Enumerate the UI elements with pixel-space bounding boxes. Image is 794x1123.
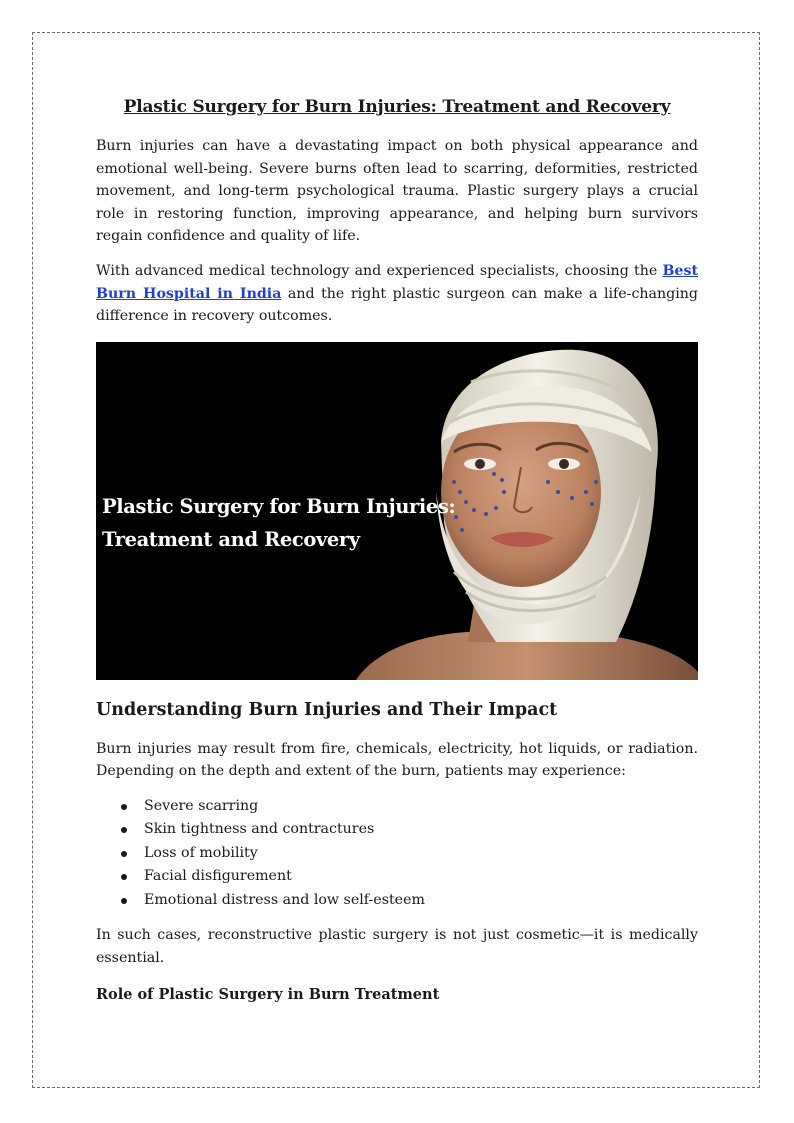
hero-caption-line-1: Plastic Surgery for Burn Injuries:: [102, 494, 456, 518]
best-burn-hospital-link[interactable]: Best Burn Hospital in India: [96, 262, 698, 302]
document-body: [96, 94, 698, 1006]
hospital-paragraph-text-after: and the right plastic surgeon can make a life-changing difference in recovery outcomes.: [96, 285, 698, 325]
hospital-paragraph-text-before: With advanced medical technology and experienced specialists, choosing the: [96, 262, 663, 279]
hero-image: [96, 342, 698, 680]
section-heading-understanding: Understanding Burn Injuries and Their Impact: [96, 699, 558, 720]
hospital-paragraph: [96, 260, 698, 328]
section-paragraph-causes: Burn injuries may result from fire, chemicals, electricity, hot liquids, or radiation. Depending on the depth and extent of the burn, patients may experience:: [96, 740, 698, 780]
section-heading-role: Role of Plastic Surgery in Burn Treatment: [96, 985, 440, 1003]
section-closing-paragraph: In such cases, reconstructive plastic surgery is not just cosmetic—it is medically essential.: [96, 927, 698, 967]
hero-caption: [102, 490, 455, 556]
list-item: Loss of mobility: [144, 842, 698, 866]
list-item: Emotional distress and low self-esteem: [144, 889, 698, 913]
document-title: Plastic Surgery for Burn Injuries: Treatment and Recovery: [123, 97, 671, 117]
list-item: Skin tightness and contractures: [144, 818, 698, 842]
hero-caption-line-2: Treatment and Recovery: [102, 527, 360, 551]
intro-paragraph: Burn injuries can have a devastating impact on both physical appearance and emotional well-being. Severe burns often lead to scarring, deformities, restricted movement, and long-term psychological trauma. Plastic surgery plays a crucial role in restoring function, improving appearance, and helping burn survivors regain confidence and quality of life.: [96, 138, 698, 245]
symptoms-list: [96, 795, 698, 913]
list-item: Severe scarring: [144, 795, 698, 819]
list-item: Facial disfigurement: [144, 865, 698, 889]
